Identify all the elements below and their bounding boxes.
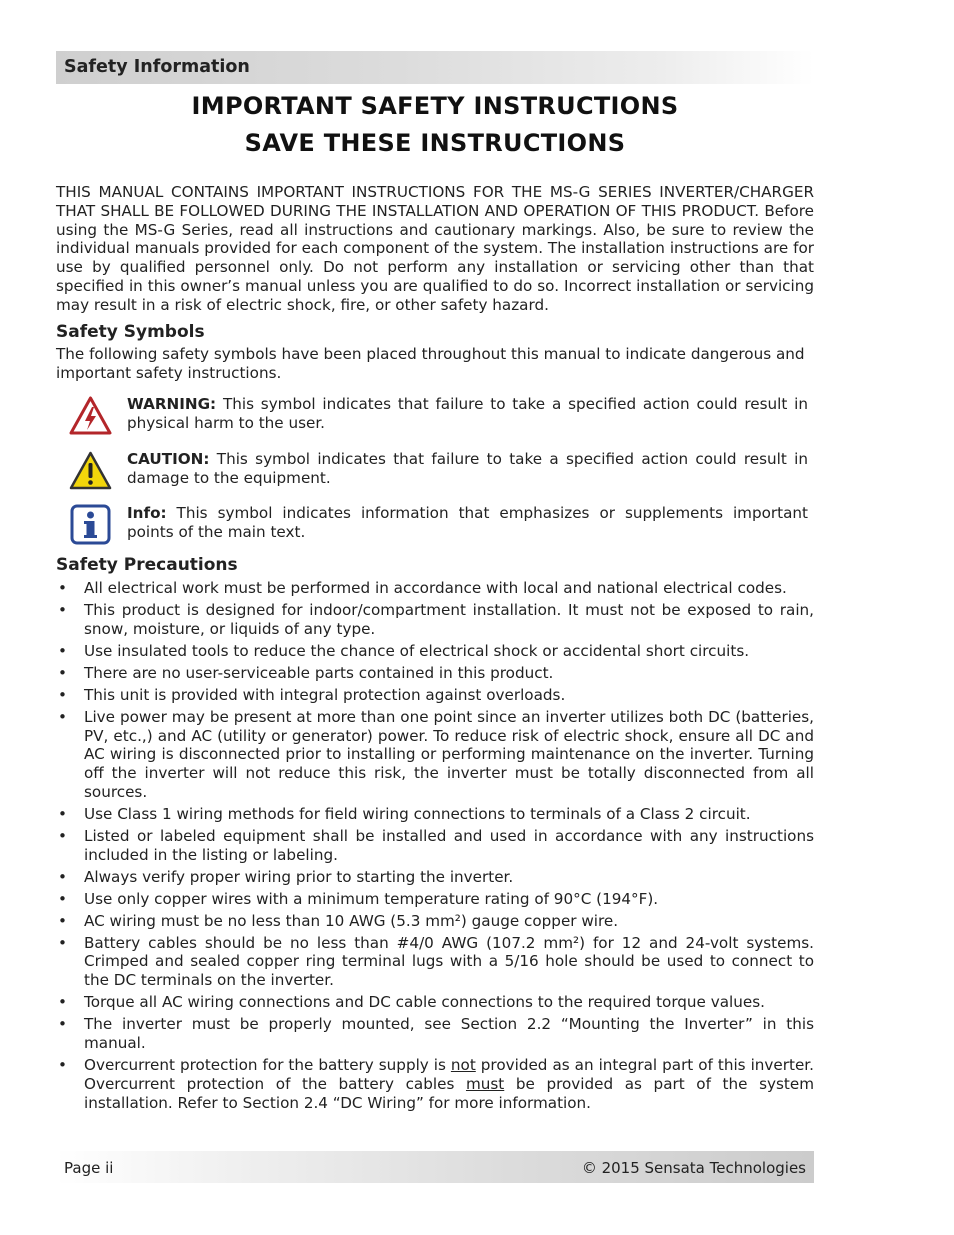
list-item: • There are no user-serviceable parts contained in this product.	[58, 663, 554, 682]
list-item: • Torque all AC wiring connections and DC cable connections to the required torque values.	[58, 993, 765, 1012]
list-item: • AC wiring must be no less than 10 AWG (5.3 mm²) gauge copper wire.	[58, 911, 619, 930]
list-item: • Always verify proper wiring prior to starting the inverter.	[58, 867, 514, 886]
list-item: • All electrical work must be performed in accordance with local and national electrical codes.	[58, 579, 787, 597]
caution-label: CAUTION:	[127, 450, 210, 468]
intro-paragraph: THIS MANUAL CONTAINS IMPORTANT INSTRUCTIONS FOR THE MS-G SERIES INVERTER/CHARGER THAT SHALL BE FOLLOWED DURING THE INSTALLATION AND OPERATION OF THIS PRODUCT. Before using the MS-G Series, read all instructions and cautionary markings. Also, be sure to review the individual manuals provided for each component of the system. The installation instructions are for use by qualified personnel only. Do not perform any installation or servicing other than that specified in this owner’s manual unless you are qualified to do so. Incorrect installation or servicing may result in a risk of electric shock, fire, or other safety hazard.	[56, 183, 814, 314]
list-item: • Listed or labeled equipment shall be installed and used in accordance with any instructions included in the listing or labeling.	[58, 826, 814, 864]
list-item: • Use insulated tools to reduce the chance of electrical shock or accidental short circuits.	[58, 641, 750, 660]
caution-icon	[68, 450, 113, 492]
underlined-must: must	[465, 1074, 505, 1093]
list-item: • This unit is provided with integral protection against overloads.	[58, 685, 566, 704]
page-number: Page ii	[64, 1159, 114, 1177]
section-label: Safety Information	[64, 57, 250, 77]
underlined-not: not	[450, 1055, 476, 1074]
info-text: This symbol indicates information that emphasizes or supplements important points of the main text.	[127, 504, 808, 541]
list-item: • Overcurrent protection for the battery supply is not provided as an integral part of this inverter. Overcurrent protection of the battery cables must be provided as part of the system installation. Refer to Section 2.4 “DC Wiring” for more information.	[58, 1055, 814, 1112]
main-title-line1: IMPORTANT SAFETY INSTRUCTIONS	[191, 92, 679, 120]
warning-text: This symbol indicates that failure to take a specified action could result in physical harm to the user.	[127, 395, 808, 432]
safety-symbols-description: The following safety symbols have been placed throughout this manual to indicate dangerous and important safety instructions.	[56, 345, 805, 382]
electrical-warning-icon	[68, 395, 113, 437]
info-icon	[68, 504, 113, 546]
copyright: © 2015 Sensata Technologies	[581, 1159, 806, 1177]
list-item: • Use Class 1 wiring methods for field wiring connections to terminals of a Class 2 circuit.	[58, 804, 751, 823]
list-item: • Battery cables should be no less than #4/0 AWG (107.2 mm²) for 12 and 24-volt systems. Crimped and sealed copper ring terminal lugs with a 5/16 hole should be used to connect to the DC terminals on the inverter.	[58, 933, 814, 990]
footer-bar	[56, 1151, 814, 1183]
safety-symbols-heading: Safety Symbols	[56, 322, 205, 342]
list-item: • This product is designed for indoor/compartment installation. It must not be exposed to rain, snow, moisture, or liquids of any type.	[58, 600, 814, 638]
warning-label: WARNING:	[127, 395, 217, 413]
list-item: • The inverter must be properly mounted, see Section 2.2 “Mounting the Inverter” in this manual.	[58, 1015, 814, 1052]
main-title-line2: SAVE THESE INSTRUCTIONS	[244, 129, 626, 157]
info-label: Info:	[127, 504, 167, 522]
list-item: • Live power may be present at more than one point since an inverter utilizes both DC (batteries, PV, etc.,) and AC (utility or generator) power. To reduce risk of electric shock, ensure all DC and AC wiring is disconnected prior to installing or performing maintenance on the inverter. Turning off the inverter will not reduce this risk, the inverter must be totally disconnected from all sources.	[58, 707, 814, 801]
precautions-list	[56, 579, 814, 1116]
section-header-bar	[56, 51, 814, 84]
caution-text: This symbol indicates that failure to take a specified action could result in damage to the equipment.	[127, 450, 808, 487]
safety-precautions-heading: Safety Precautions	[56, 555, 238, 575]
list-item: • Use only copper wires with a minimum temperature rating of 90°C (194°F).	[58, 889, 659, 908]
